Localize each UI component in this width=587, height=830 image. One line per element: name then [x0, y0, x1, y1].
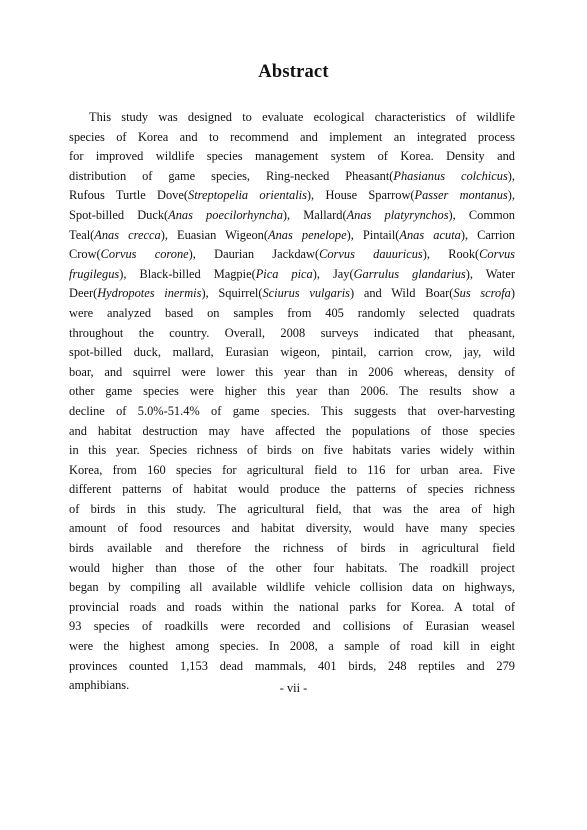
scientific-name: Streptopelia orientalis — [188, 188, 307, 203]
text-segment: began by compiling all available wildlife vehicle collision data on highways, — [69, 580, 515, 595]
text-segment: ), — [507, 168, 515, 183]
abstract-line — [69, 559, 515, 579]
abstract-line — [69, 402, 515, 422]
text-segment: amphibians. — [69, 678, 130, 693]
text-segment: ), Mallard( — [282, 207, 347, 222]
text-segment: birds available and therefore the richness of birds in agricultural field — [69, 541, 515, 556]
abstract-line — [69, 637, 515, 657]
scientific-name: Anas crecca — [94, 227, 161, 242]
text-segment: ), — [507, 188, 515, 203]
abstract-body — [69, 108, 515, 696]
abstract-line — [69, 500, 515, 520]
abstract-line — [69, 147, 515, 167]
scientific-name: Anas platyrynchos — [346, 207, 449, 222]
page-title: Abstract — [258, 62, 329, 82]
abstract-line — [69, 657, 515, 677]
scientific-name: Hydropotes inermis — [97, 286, 202, 301]
abstract-line — [69, 265, 515, 285]
abstract-line — [69, 324, 515, 344]
text-segment: ), Rook( — [422, 247, 480, 262]
abstract-line — [69, 422, 515, 442]
abstract-line — [69, 578, 515, 598]
scientific-name: Garrulus glandarius — [353, 266, 466, 281]
text-segment: ) and Wild Boar( — [349, 286, 454, 301]
abstract-line — [69, 441, 515, 461]
text-segment: Teal( — [69, 227, 95, 242]
scientific-name: Corvus dauuricus — [319, 247, 423, 262]
text-segment: ), Common — [448, 207, 515, 222]
text-segment: provincial roads and roads within the national parks for Korea. A total of — [69, 599, 515, 614]
text-segment: Crow( — [69, 247, 101, 262]
abstract-line — [69, 382, 515, 402]
abstract-line — [69, 304, 515, 324]
abstract-line — [69, 461, 515, 481]
scientific-name: Corvus corone — [100, 247, 189, 262]
text-segment: Spot-billed Duck( — [69, 207, 169, 222]
scientific-name: Corvus — [479, 247, 515, 262]
text-segment: Deer( — [69, 286, 98, 301]
abstract-line — [69, 598, 515, 618]
scientific-name: Anas acuta — [399, 227, 461, 242]
abstract-line — [69, 167, 515, 187]
abstract-line — [69, 206, 515, 226]
text-segment: other game species were higher this year than 2006. The results show a — [69, 384, 515, 399]
text-segment: were analyzed based on samples from 405 randomly selected quadrats — [69, 305, 515, 320]
abstract-line — [69, 363, 515, 383]
abstract-line — [69, 284, 515, 304]
text-segment: distribution of game species, Ring-necked Pheasant( — [69, 168, 394, 183]
text-segment: amount of food resources and habitat diversity, would have many species — [69, 521, 515, 536]
text-segment: species of Korea and to recommend and implement an integrated process — [69, 129, 515, 144]
text-segment: spot-billed duck, mallard, Eurasian wigeon, pintail, carrion crow, jay, wild — [69, 345, 515, 360]
scientific-name: frugilegus — [69, 266, 120, 281]
text-segment: ), Squirrel( — [201, 286, 263, 301]
text-segment: ), Carrion — [460, 227, 515, 242]
text-segment: ) — [510, 286, 516, 301]
abstract-line — [69, 617, 515, 637]
text-segment: This study was designed to evaluate ecological characteristics of wildlife — [89, 110, 515, 124]
abstract-line — [69, 539, 515, 559]
scientific-name: Phasianus colchicus — [393, 168, 508, 183]
text-segment: were the highest among species. In 2008, a sample of road kill in eight — [69, 639, 515, 654]
text-segment: ), House Sparrow( — [306, 188, 415, 203]
scientific-name: Passer montanus — [414, 188, 508, 203]
text-segment: ), Water — [465, 266, 515, 281]
text-segment: Rufous Turtle Dove( — [69, 188, 188, 203]
text-segment: would higher than those of the other four habitats. The roadkill project — [69, 560, 515, 575]
scientific-name: Anas poecilorhyncha — [168, 207, 283, 222]
abstract-line — [69, 343, 515, 363]
abstract-line — [69, 226, 515, 246]
text-segment: ), Euasian Wigeon( — [160, 227, 268, 242]
text-segment: throughout the country. Overall, 2008 surveys indicated that pheasant, — [69, 325, 515, 340]
text-segment: ), Jay( — [312, 266, 354, 281]
abstract-line — [69, 128, 515, 148]
scientific-name: Sus scrofa — [453, 286, 511, 301]
text-segment: of birds in this study. The agricultural field, that was the area of high — [69, 501, 515, 516]
text-segment: boar, and squirrel were lower this year than in 2006 whereas, density of — [69, 364, 515, 379]
page-number: - vii - — [279, 681, 308, 695]
text-segment: decline of 5.0%-51.4% of game species. This suggests that over-harvesting — [69, 403, 515, 418]
text-segment: different patterns of habitat would produce the patterns of species richness — [69, 482, 515, 497]
scientific-name: Pica pica — [255, 266, 313, 281]
abstract-line — [69, 480, 515, 500]
text-segment: ), Black-billed Magpie( — [119, 266, 256, 281]
text-segment: 93 species of roadkills were recorded and collisions of Eurasian weasel — [69, 619, 515, 634]
text-segment: ), Daurian Jackdaw( — [188, 247, 320, 262]
abstract-line — [69, 108, 515, 128]
scientific-name: Sciurus vulgaris — [262, 286, 350, 301]
abstract-line — [69, 519, 515, 539]
text-segment: Korea, from 160 species for agricultural field to 116 for urban area. Five — [69, 462, 515, 477]
scientific-name: Anas penelope — [268, 227, 347, 242]
text-segment: in this year. Species richness of birds on five habitats varies widely within — [69, 443, 515, 458]
text-segment: for improved wildlife species management system of Korea. Density and — [69, 149, 515, 164]
abstract-line — [69, 186, 515, 206]
abstract-line — [69, 245, 515, 265]
text-segment: ), Pintail( — [346, 227, 400, 242]
text-segment: and habitat destruction may have affected the populations of those species — [69, 423, 515, 438]
text-segment: provinces counted 1,153 dead mammals, 401 birds, 248 reptiles and 279 — [69, 658, 515, 673]
